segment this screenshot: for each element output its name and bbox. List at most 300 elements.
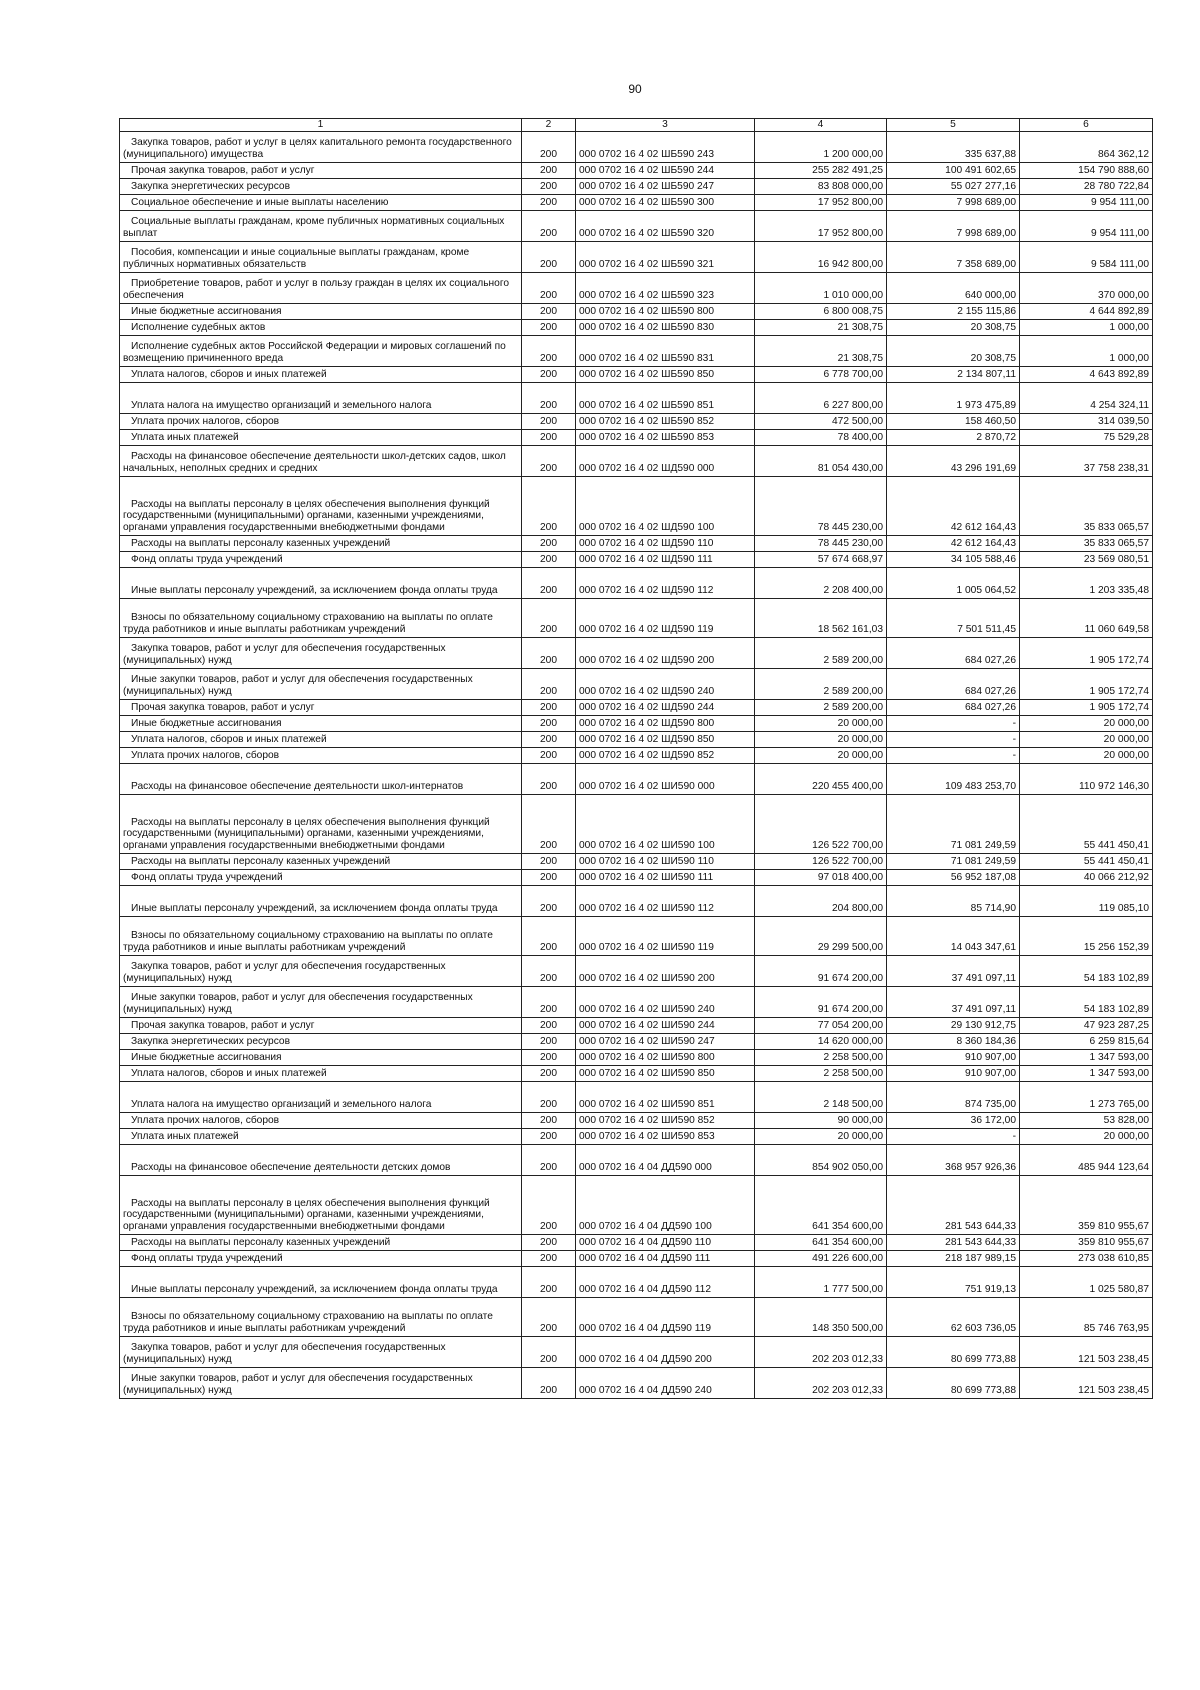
row-name-text: Прочая закупка товаров, работ и услуг (131, 164, 315, 176)
row-kbk: 000 0702 16 4 02 ШБ590 320 (576, 211, 755, 242)
row-executed-amount: - (887, 716, 1020, 732)
row-kbk: 000 0702 16 4 02 ШБ590 247 (576, 179, 755, 195)
row-approved-amount: 90 000,00 (755, 1113, 887, 1129)
row-approved-amount: 854 902 050,00 (755, 1145, 887, 1176)
row-name (120, 1267, 522, 1298)
row-kbk: 000 0702 16 4 02 ШД590 244 (576, 700, 755, 716)
row-kbk: 000 0702 16 4 02 ШД590 852 (576, 748, 755, 764)
row-unexecuted-amount: 47 923 287,25 (1020, 1018, 1153, 1034)
row-executed-amount: 910 907,00 (887, 1066, 1020, 1082)
row-code: 200 (522, 956, 576, 987)
row-kbk: 000 0702 16 4 04 ДД590 200 (576, 1337, 755, 1368)
row-code: 200 (522, 1034, 576, 1050)
row-executed-amount: 7 358 689,00 (887, 242, 1020, 273)
row-code: 200 (522, 917, 576, 956)
row-code: 200 (522, 536, 576, 552)
row-code: 200 (522, 446, 576, 477)
row-unexecuted-amount: 20 000,00 (1020, 1129, 1153, 1145)
row-unexecuted-amount: 1 905 172,74 (1020, 669, 1153, 700)
row-name-text: Закупка товаров, работ и услуг для обеспечения государственных (муниципальных) нужд (123, 1342, 446, 1365)
col-header-2: 2 (522, 119, 576, 132)
row-approved-amount: 6 800 008,75 (755, 304, 887, 320)
row-code: 200 (522, 854, 576, 870)
row-kbk: 000 0702 16 4 02 ШД590 200 (576, 638, 755, 669)
row-approved-amount: 20 000,00 (755, 716, 887, 732)
row-executed-amount: 751 919,13 (887, 1267, 1020, 1298)
table-row (120, 1176, 1153, 1235)
row-name-text: Фонд оплаты труда учреждений (131, 871, 283, 883)
row-name-text: Уплата налогов, сборов и иных платежей (131, 733, 327, 745)
row-code: 200 (522, 599, 576, 638)
row-name-text: Приобретение товаров, работ и услуг в пользу граждан в целях их социального обеспечения (123, 278, 509, 301)
row-executed-amount: - (887, 732, 1020, 748)
row-kbk: 000 0702 16 4 02 ШД590 111 (576, 552, 755, 568)
row-code: 200 (522, 211, 576, 242)
table-row (120, 383, 1153, 414)
row-kbk: 000 0702 16 4 02 ШИ590 100 (576, 795, 755, 854)
row-name-text: Иные закупки товаров, работ и услуг для обеспечения государственных (муниципальных) нужд (123, 674, 473, 697)
row-kbk: 000 0702 16 4 02 ШБ590 244 (576, 163, 755, 179)
row-name (120, 764, 522, 795)
row-name-text: Уплата налога на имущество организаций и земельного налога (131, 1098, 432, 1110)
row-unexecuted-amount: 20 000,00 (1020, 748, 1153, 764)
row-unexecuted-amount: 1 273 765,00 (1020, 1082, 1153, 1113)
row-name (120, 383, 522, 414)
row-name (120, 638, 522, 669)
budget-table (119, 118, 1153, 1399)
row-code: 200 (522, 1018, 576, 1034)
row-approved-amount: 2 589 200,00 (755, 638, 887, 669)
table-row (120, 700, 1153, 716)
table-row (120, 552, 1153, 568)
row-name (120, 163, 522, 179)
table-row (120, 1235, 1153, 1251)
row-code: 200 (522, 716, 576, 732)
row-kbk: 000 0702 16 4 02 ШД590 240 (576, 669, 755, 700)
row-executed-amount: 43 296 191,69 (887, 446, 1020, 477)
col-header-6: 6 (1020, 119, 1153, 132)
row-name (120, 1129, 522, 1145)
row-code: 200 (522, 1251, 576, 1267)
row-executed-amount: 55 027 277,16 (887, 179, 1020, 195)
row-kbk: 000 0702 16 4 02 ШД590 119 (576, 599, 755, 638)
row-approved-amount: 21 308,75 (755, 320, 887, 336)
table-row (120, 886, 1153, 917)
row-name (120, 336, 522, 367)
row-unexecuted-amount: 54 183 102,89 (1020, 956, 1153, 987)
row-name-text: Взносы по обязательному социальному страхованию на выплаты по оплате труда работников и иные выплаты работникам учреждений (123, 930, 493, 953)
table-row (120, 430, 1153, 446)
row-kbk: 000 0702 16 4 02 ШД590 800 (576, 716, 755, 732)
row-code: 200 (522, 320, 576, 336)
row-name (120, 886, 522, 917)
row-kbk: 000 0702 16 4 02 ШБ590 852 (576, 414, 755, 430)
row-name-text: Расходы на выплаты персоналу в целях обеспечения выполнения функций государственными (муниципальными) органами, казенными учреждениями, органами управления государственными внебюджетными фондами (123, 498, 490, 533)
row-name (120, 1034, 522, 1050)
row-executed-amount: 20 308,75 (887, 336, 1020, 367)
row-executed-amount: 71 081 249,59 (887, 854, 1020, 870)
table-row (120, 320, 1153, 336)
row-name (120, 716, 522, 732)
table-row (120, 1066, 1153, 1082)
row-code: 200 (522, 430, 576, 446)
row-name-text: Расходы на выплаты персоналу казенных учреждений (131, 1236, 391, 1248)
row-executed-amount: 80 699 773,88 (887, 1337, 1020, 1368)
row-code: 200 (522, 304, 576, 320)
row-name-text: Социальные выплаты гражданам, кроме публичных нормативных социальных выплат (123, 216, 505, 239)
table-row (120, 638, 1153, 669)
row-kbk: 000 0702 16 4 02 ШИ590 247 (576, 1034, 755, 1050)
row-unexecuted-amount: 35 833 065,57 (1020, 477, 1153, 536)
row-executed-amount: 71 081 249,59 (887, 795, 1020, 854)
table-row (120, 987, 1153, 1018)
row-unexecuted-amount: 75 529,28 (1020, 430, 1153, 446)
row-name-text: Взносы по обязательному социальному страхованию на выплаты по оплате труда работников и иные выплаты работникам учреждений (123, 612, 493, 635)
row-executed-amount: 62 603 736,05 (887, 1298, 1020, 1337)
row-kbk: 000 0702 16 4 02 ШБ590 300 (576, 195, 755, 211)
row-kbk: 000 0702 16 4 02 ШД590 850 (576, 732, 755, 748)
row-name-text: Исполнение судебных актов Российской Федерации и мировых соглашений по возмещению причиненного вреда (123, 341, 506, 364)
row-approved-amount: 21 308,75 (755, 336, 887, 367)
row-name (120, 304, 522, 320)
row-approved-amount: 2 148 500,00 (755, 1082, 887, 1113)
row-kbk: 000 0702 16 4 02 ШИ590 110 (576, 854, 755, 870)
table-row (120, 1018, 1153, 1034)
table-row (120, 1267, 1153, 1298)
row-approved-amount: 29 299 500,00 (755, 917, 887, 956)
row-code: 200 (522, 795, 576, 854)
row-name-text: Пособия, компенсации и иные социальные выплаты гражданам, кроме публичных нормативных обязательств (123, 247, 470, 270)
row-approved-amount: 641 354 600,00 (755, 1176, 887, 1235)
row-approved-amount: 1 200 000,00 (755, 132, 887, 163)
row-name-text: Иные бюджетные ассигнования (131, 1051, 282, 1063)
row-executed-amount: 684 027,26 (887, 638, 1020, 669)
table-row (120, 956, 1153, 987)
row-name-text: Прочая закупка товаров, работ и услуг (131, 1019, 315, 1031)
row-code: 200 (522, 414, 576, 430)
row-unexecuted-amount: 35 833 065,57 (1020, 536, 1153, 552)
row-approved-amount: 472 500,00 (755, 414, 887, 430)
row-kbk: 000 0702 16 4 02 ШИ590 800 (576, 1050, 755, 1066)
row-executed-amount: 368 957 926,36 (887, 1145, 1020, 1176)
row-name (120, 1368, 522, 1399)
row-approved-amount: 17 952 800,00 (755, 195, 887, 211)
table-row (120, 870, 1153, 886)
table-row (120, 748, 1153, 764)
row-kbk: 000 0702 16 4 04 ДД590 100 (576, 1176, 755, 1235)
row-code: 200 (522, 1235, 576, 1251)
row-unexecuted-amount: 370 000,00 (1020, 273, 1153, 304)
row-name-text: Расходы на финансовое обеспечение деятельности школ-интернатов (131, 780, 464, 792)
table-row (120, 242, 1153, 273)
row-approved-amount: 81 054 430,00 (755, 446, 887, 477)
table-row (120, 414, 1153, 430)
table-row (120, 795, 1153, 854)
row-approved-amount: 14 620 000,00 (755, 1034, 887, 1050)
row-executed-amount: 100 491 602,65 (887, 163, 1020, 179)
row-approved-amount: 6 778 700,00 (755, 367, 887, 383)
row-executed-amount: 14 043 347,61 (887, 917, 1020, 956)
row-code: 200 (522, 1050, 576, 1066)
row-unexecuted-amount: 1 203 335,48 (1020, 568, 1153, 599)
row-approved-amount: 202 203 012,33 (755, 1337, 887, 1368)
row-kbk: 000 0702 16 4 02 ШИ590 851 (576, 1082, 755, 1113)
table-row (120, 536, 1153, 552)
row-code: 200 (522, 700, 576, 716)
row-unexecuted-amount: 37 758 238,31 (1020, 446, 1153, 477)
col-header-1: 1 (120, 119, 522, 132)
col-header-3: 3 (576, 119, 755, 132)
row-name (120, 795, 522, 854)
row-approved-amount: 78 400,00 (755, 430, 887, 446)
row-kbk: 000 0702 16 4 02 ШИ590 852 (576, 1113, 755, 1129)
row-name (120, 179, 522, 195)
row-approved-amount: 1 010 000,00 (755, 273, 887, 304)
row-unexecuted-amount: 121 503 238,45 (1020, 1337, 1153, 1368)
row-kbk: 000 0702 16 4 02 ШБ590 850 (576, 367, 755, 383)
table-row (120, 336, 1153, 367)
row-approved-amount: 91 674 200,00 (755, 956, 887, 987)
table-row (120, 716, 1153, 732)
row-approved-amount: 6 227 800,00 (755, 383, 887, 414)
row-unexecuted-amount: 20 000,00 (1020, 732, 1153, 748)
row-unexecuted-amount: 4 644 892,89 (1020, 304, 1153, 320)
row-kbk: 000 0702 16 4 02 ШИ590 850 (576, 1066, 755, 1082)
row-code: 200 (522, 1267, 576, 1298)
row-unexecuted-amount: 485 944 123,64 (1020, 1145, 1153, 1176)
row-name (120, 273, 522, 304)
row-unexecuted-amount: 55 441 450,41 (1020, 795, 1153, 854)
row-code: 200 (522, 179, 576, 195)
row-executed-amount: 1 973 475,89 (887, 383, 1020, 414)
row-executed-amount: 80 699 773,88 (887, 1368, 1020, 1399)
table-row (120, 367, 1153, 383)
row-code: 200 (522, 1066, 576, 1082)
row-approved-amount: 2 208 400,00 (755, 568, 887, 599)
row-name-text: Фонд оплаты труда учреждений (131, 553, 283, 565)
table-row (120, 732, 1153, 748)
row-executed-amount: 56 952 187,08 (887, 870, 1020, 886)
row-approved-amount: 78 445 230,00 (755, 477, 887, 536)
row-executed-amount: 34 105 588,46 (887, 552, 1020, 568)
row-executed-amount: 42 612 164,43 (887, 536, 1020, 552)
row-approved-amount: 78 445 230,00 (755, 536, 887, 552)
row-approved-amount: 148 350 500,00 (755, 1298, 887, 1337)
row-name-text: Закупка товаров, работ и услуг для обеспечения государственных (муниципальных) нужд (123, 961, 446, 984)
row-approved-amount: 20 000,00 (755, 748, 887, 764)
row-name-text: Уплата иных платежей (131, 431, 239, 443)
row-unexecuted-amount: 1 000,00 (1020, 336, 1153, 367)
row-name-text: Иные бюджетные ассигнования (131, 305, 282, 317)
row-approved-amount: 204 800,00 (755, 886, 887, 917)
row-executed-amount: 1 005 064,52 (887, 568, 1020, 599)
row-unexecuted-amount: 359 810 955,67 (1020, 1235, 1153, 1251)
row-executed-amount: 37 491 097,11 (887, 956, 1020, 987)
row-approved-amount: 641 354 600,00 (755, 1235, 887, 1251)
table-row (120, 1129, 1153, 1145)
row-name (120, 956, 522, 987)
row-kbk: 000 0702 16 4 02 ШБ590 830 (576, 320, 755, 336)
row-unexecuted-amount: 273 038 610,85 (1020, 1251, 1153, 1267)
row-code: 200 (522, 886, 576, 917)
row-unexecuted-amount: 40 066 212,92 (1020, 870, 1153, 886)
row-name (120, 700, 522, 716)
row-name-text: Уплата прочих налогов, сборов (131, 1114, 280, 1126)
row-code: 200 (522, 163, 576, 179)
row-code: 200 (522, 1176, 576, 1235)
row-name (120, 1050, 522, 1066)
row-code: 200 (522, 477, 576, 536)
row-name (120, 195, 522, 211)
row-unexecuted-amount: 121 503 238,45 (1020, 1368, 1153, 1399)
row-name (120, 1251, 522, 1267)
row-executed-amount: 8 360 184,36 (887, 1034, 1020, 1050)
row-kbk: 000 0702 16 4 02 ШИ590 240 (576, 987, 755, 1018)
row-kbk: 000 0702 16 4 02 ШБ590 853 (576, 430, 755, 446)
row-approved-amount: 220 455 400,00 (755, 764, 887, 795)
row-unexecuted-amount: 110 972 146,30 (1020, 764, 1153, 795)
row-name-text: Фонд оплаты труда учреждений (131, 1252, 283, 1264)
row-kbk: 000 0702 16 4 02 ШД590 112 (576, 568, 755, 599)
row-unexecuted-amount: 85 746 763,95 (1020, 1298, 1153, 1337)
row-unexecuted-amount: 1 347 593,00 (1020, 1050, 1153, 1066)
row-name-text: Уплата прочих налогов, сборов (131, 749, 280, 761)
table-row (120, 1034, 1153, 1050)
row-executed-amount: 684 027,26 (887, 700, 1020, 716)
row-name-text: Расходы на выплаты персоналу в целях обеспечения выполнения функций государственными (муниципальными) органами, казенными учреждениями, органами управления государственными внебюджетными фондами (123, 1197, 490, 1232)
row-name (120, 748, 522, 764)
row-name-text: Прочая закупка товаров, работ и услуг (131, 701, 315, 713)
table-row (120, 273, 1153, 304)
row-executed-amount: 2 155 115,86 (887, 304, 1020, 320)
row-name-text: Иные бюджетные ассигнования (131, 717, 282, 729)
row-approved-amount: 83 808 000,00 (755, 179, 887, 195)
row-unexecuted-amount: 28 780 722,84 (1020, 179, 1153, 195)
row-name (120, 430, 522, 446)
row-kbk: 000 0702 16 4 02 ШБ590 321 (576, 242, 755, 273)
row-unexecuted-amount: 4 254 324,11 (1020, 383, 1153, 414)
row-unexecuted-amount: 1 000,00 (1020, 320, 1153, 336)
row-executed-amount: 20 308,75 (887, 320, 1020, 336)
row-executed-amount: 109 483 253,70 (887, 764, 1020, 795)
row-unexecuted-amount: 119 085,10 (1020, 886, 1153, 917)
row-name (120, 477, 522, 536)
row-name (120, 132, 522, 163)
row-code: 200 (522, 568, 576, 599)
row-executed-amount: 684 027,26 (887, 669, 1020, 700)
row-executed-amount: - (887, 748, 1020, 764)
row-approved-amount: 1 777 500,00 (755, 1267, 887, 1298)
row-name (120, 367, 522, 383)
row-kbk: 000 0702 16 4 02 ШБ590 323 (576, 273, 755, 304)
row-executed-amount: 7 998 689,00 (887, 195, 1020, 211)
row-name (120, 552, 522, 568)
row-kbk: 000 0702 16 4 04 ДД590 119 (576, 1298, 755, 1337)
row-name-text: Расходы на финансовое обеспечение деятельности детских домов (131, 1161, 451, 1173)
row-name-text: Расходы на финансовое обеспечение деятельности школ-детских садов, школ начальных, неполных средних и средних (123, 451, 506, 474)
row-approved-amount: 2 258 500,00 (755, 1050, 887, 1066)
row-executed-amount: 2 870,72 (887, 430, 1020, 446)
row-approved-amount: 255 282 491,25 (755, 163, 887, 179)
row-code: 200 (522, 552, 576, 568)
row-unexecuted-amount: 11 060 649,58 (1020, 599, 1153, 638)
row-name-text: Закупка товаров, работ и услуг в целях капитального ремонта государственного (муниципального) имущества (123, 137, 512, 160)
row-code: 200 (522, 764, 576, 795)
row-unexecuted-amount: 4 643 892,89 (1020, 367, 1153, 383)
row-name (120, 917, 522, 956)
table-row (120, 1113, 1153, 1129)
row-kbk: 000 0702 16 4 04 ДД590 110 (576, 1235, 755, 1251)
table-body (120, 132, 1153, 1399)
row-name (120, 599, 522, 638)
row-name (120, 1298, 522, 1337)
table-row (120, 599, 1153, 638)
row-name (120, 1337, 522, 1368)
header-row (120, 119, 1153, 132)
row-executed-amount: 910 907,00 (887, 1050, 1020, 1066)
row-unexecuted-amount: 1 025 580,87 (1020, 1267, 1153, 1298)
row-approved-amount: 2 258 500,00 (755, 1066, 887, 1082)
row-approved-amount: 2 589 200,00 (755, 700, 887, 716)
row-unexecuted-amount: 864 362,12 (1020, 132, 1153, 163)
row-name-text: Взносы по обязательному социальному страхованию на выплаты по оплате труда работников и иные выплаты работникам учреждений (123, 1311, 493, 1334)
row-code: 200 (522, 383, 576, 414)
row-approved-amount: 91 674 200,00 (755, 987, 887, 1018)
row-unexecuted-amount: 1 905 172,74 (1020, 700, 1153, 716)
row-name-text: Иные выплаты персоналу учреждений, за исключением фонда оплаты труда (131, 1283, 498, 1295)
row-unexecuted-amount: 15 256 152,39 (1020, 917, 1153, 956)
page-number: 90 (628, 82, 642, 96)
row-executed-amount: 42 612 164,43 (887, 477, 1020, 536)
row-code: 200 (522, 1298, 576, 1337)
row-kbk: 000 0702 16 4 02 ШД590 100 (576, 477, 755, 536)
row-unexecuted-amount: 20 000,00 (1020, 716, 1153, 732)
row-approved-amount: 126 522 700,00 (755, 854, 887, 870)
table-row (120, 1050, 1153, 1066)
row-approved-amount: 97 018 400,00 (755, 870, 887, 886)
row-name-text: Уплата иных платежей (131, 1130, 239, 1142)
row-executed-amount: - (887, 1129, 1020, 1145)
row-executed-amount: 37 491 097,11 (887, 987, 1020, 1018)
row-unexecuted-amount: 55 441 450,41 (1020, 854, 1153, 870)
row-unexecuted-amount: 9 584 111,00 (1020, 242, 1153, 273)
row-unexecuted-amount: 9 954 111,00 (1020, 195, 1153, 211)
row-kbk: 000 0702 16 4 02 ШИ590 244 (576, 1018, 755, 1034)
row-kbk: 000 0702 16 4 02 ШИ590 200 (576, 956, 755, 987)
row-unexecuted-amount: 6 259 815,64 (1020, 1034, 1153, 1050)
row-name-text: Иные закупки товаров, работ и услуг для обеспечения государственных (муниципальных) нужд (123, 992, 473, 1015)
row-code: 200 (522, 195, 576, 211)
table-row (120, 1251, 1153, 1267)
table-row (120, 764, 1153, 795)
row-name-text: Уплата налога на имущество организаций и земельного налога (131, 399, 432, 411)
row-code: 200 (522, 367, 576, 383)
table-row (120, 477, 1153, 536)
row-name-text: Закупка энергетических ресурсов (131, 180, 291, 192)
row-name-text: Уплата прочих налогов, сборов (131, 415, 280, 427)
row-unexecuted-amount: 1 905 172,74 (1020, 638, 1153, 669)
table-row (120, 1298, 1153, 1337)
table-row (120, 132, 1153, 163)
row-code: 200 (522, 732, 576, 748)
table-row (120, 1082, 1153, 1113)
row-executed-amount: 281 543 644,33 (887, 1235, 1020, 1251)
row-unexecuted-amount: 359 810 955,67 (1020, 1176, 1153, 1235)
row-code: 200 (522, 336, 576, 367)
row-executed-amount: 335 637,88 (887, 132, 1020, 163)
row-name (120, 414, 522, 430)
row-name (120, 1018, 522, 1034)
